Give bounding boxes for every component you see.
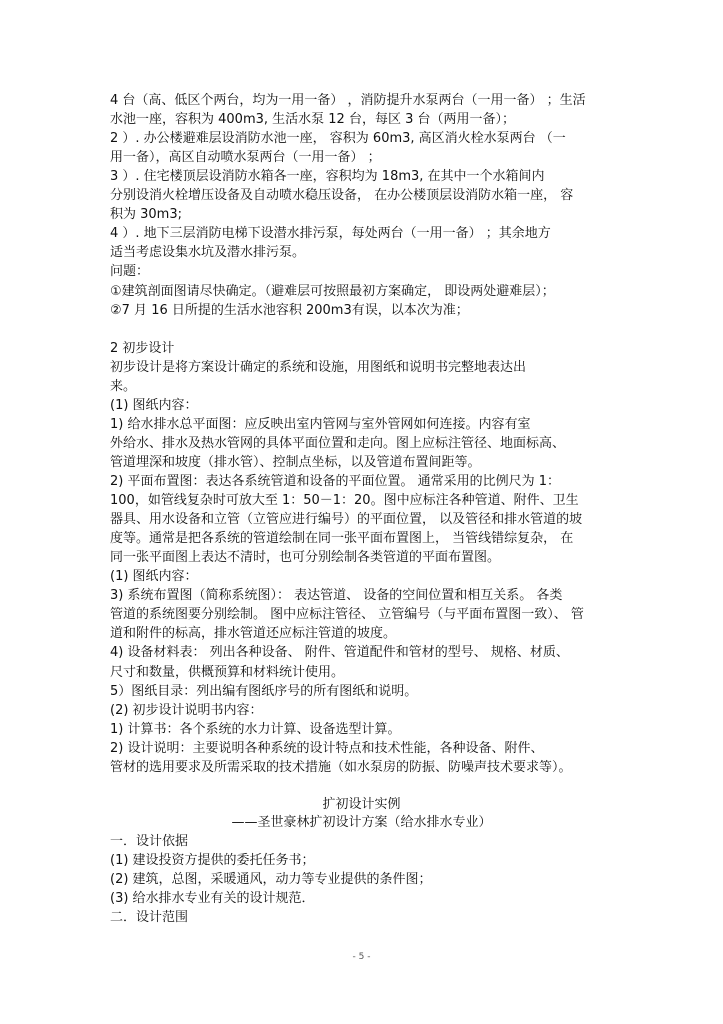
text-line: 用一备），高区自动喷水泵两台（一用一备） ； <box>110 150 381 166</box>
text-line: 度等。通常是把各系统的管道绘制在同一张平面布置图上， 当管线错综复杂， 在 <box>110 531 574 547</box>
text-line: 适当考虑设集水坑及潜水排污泵。 <box>110 245 306 261</box>
text-line: ②7 月 16 日所提的生活水池容积 200m3有误，以本次为准； <box>110 302 469 318</box>
text-line: (1) 建设投资方提供的委托任务书； <box>110 853 315 868</box>
text-line: (2) 建筑，总图，采暖通风，动力等专业提供的条件图； <box>110 872 432 887</box>
text-line: 2 ）. 办公楼避难层设消防水池一座， 容积为 60m3, 高区消火栓水泵两台 （一 <box>110 131 566 147</box>
text-line: 4 台（高、低区个两台，均为一用一备） ，消防提升水泵两台（一用一备） ；生活 <box>110 93 586 108</box>
text-line: 器具、用水设备和立管（立管应进行编号）的平面位置， 以及管径和排水管道的坡 <box>110 512 583 528</box>
text-line: 管材的选用要求及所需采取的技术措施（如水泵房的防振、防噪声技术要求等）。 <box>110 759 572 775</box>
text-line: 100，如管线复杂时可放大至 1：50－1：20。图中应标注各种管道、附件、卫生 <box>110 493 579 509</box>
text-line: 来。 <box>110 378 137 394</box>
text-line: 4) 设备材料表： 列出各种设备、 附件、管道配件和管材的型号、 规格、材质、 <box>110 645 569 661</box>
text-line: 二．设计范围 <box>110 910 189 925</box>
text-line: (3) 给水排水专业有关的设计规范． <box>110 891 315 906</box>
text-line: 3 ）. 住宅楼顶层设消防水箱各一座，容积均为 18m3, 在其中一个水箱间内 <box>110 169 545 185</box>
text-line: 道和附件的标高，排水管道还应标注管道的坡度。 <box>110 626 397 642</box>
text-line: (2) 初步设计说明书内容： <box>110 702 263 718</box>
text-line: 管道的系统图要分别绘制。 图中应标注管径、 立管编号（与平面布置图一致）、 管 <box>110 607 584 623</box>
text-line: 一．设计依据 <box>110 834 189 849</box>
text-line: 1) 给水排水总平面图：应反映出室内管网与室外管网如何连接。内容有室 <box>110 416 531 432</box>
text-line: 尺寸和数量，供概预算和材料统计使用。 <box>110 664 345 680</box>
text-line: 积为 30m3; <box>110 207 182 223</box>
text-line: (1) 图纸内容： <box>110 397 198 413</box>
text-line: 1) 计算书：各个系统的水力计算、设备选型计算。 <box>110 721 401 737</box>
example-title: 扩初设计实例 <box>322 797 401 812</box>
text-line: 2) 设计说明：主要说明各种系统的设计特点和技术性能，各种设备、附件、 <box>110 740 544 756</box>
text-line: 4 ）. 地下三层消防电梯下设潜水排污泵，每处两台（一用一备） ；其余地方 <box>110 226 551 242</box>
text-line: ①建筑剖面图请尽快确定。（避难层可按照最初方案确定， 即设两处避难层）； <box>110 283 555 299</box>
text-line: 外给水、排水及热水管网的具体平面位置和走向。图上应标注管径、地面标高、 <box>110 435 566 451</box>
text-line: 3) 系统布置图（简称系统图）： 表达管道、 设备的空间位置和相互关系。 各类 <box>110 588 563 604</box>
text-line: 2 初步设计 <box>110 340 175 356</box>
text-line: 同一张平面图上表达不清时，也可分别绘制各类管道的平面布置图。 <box>110 550 501 566</box>
text-line: 2) 平面布置图：表达各系统管道和设备的平面位置。 通常采用的比例尺为 1： <box>110 474 561 489</box>
text-line: 5）图纸目录：列出编有图纸序号的所有图纸和说明。 <box>110 683 418 699</box>
text-line: 水池一座，容积为 400m3, 生活水泵 12 台，每区 3 台（两用一备）； <box>110 112 515 128</box>
text-line: 问题： <box>110 264 150 280</box>
example-subtitle: ——圣世豪林扩初设计方案（给水排水专业） <box>231 815 492 830</box>
text-line: 管道埋深和坡度（排水管）、控制点坐标，以及管道布置间距等。 <box>110 454 481 470</box>
text-line: (1) 图纸内容： <box>110 569 198 585</box>
text-line: 初步设计是将方案设计确定的系统和设施，用图纸和说明书完整地表达出 <box>110 359 527 375</box>
page-number: - 5 - <box>352 952 371 962</box>
text-line: 分别设消火栓增压设备及自动喷水稳压设备， 在办公楼顶层设消防水箱一座， 容 <box>110 188 574 204</box>
